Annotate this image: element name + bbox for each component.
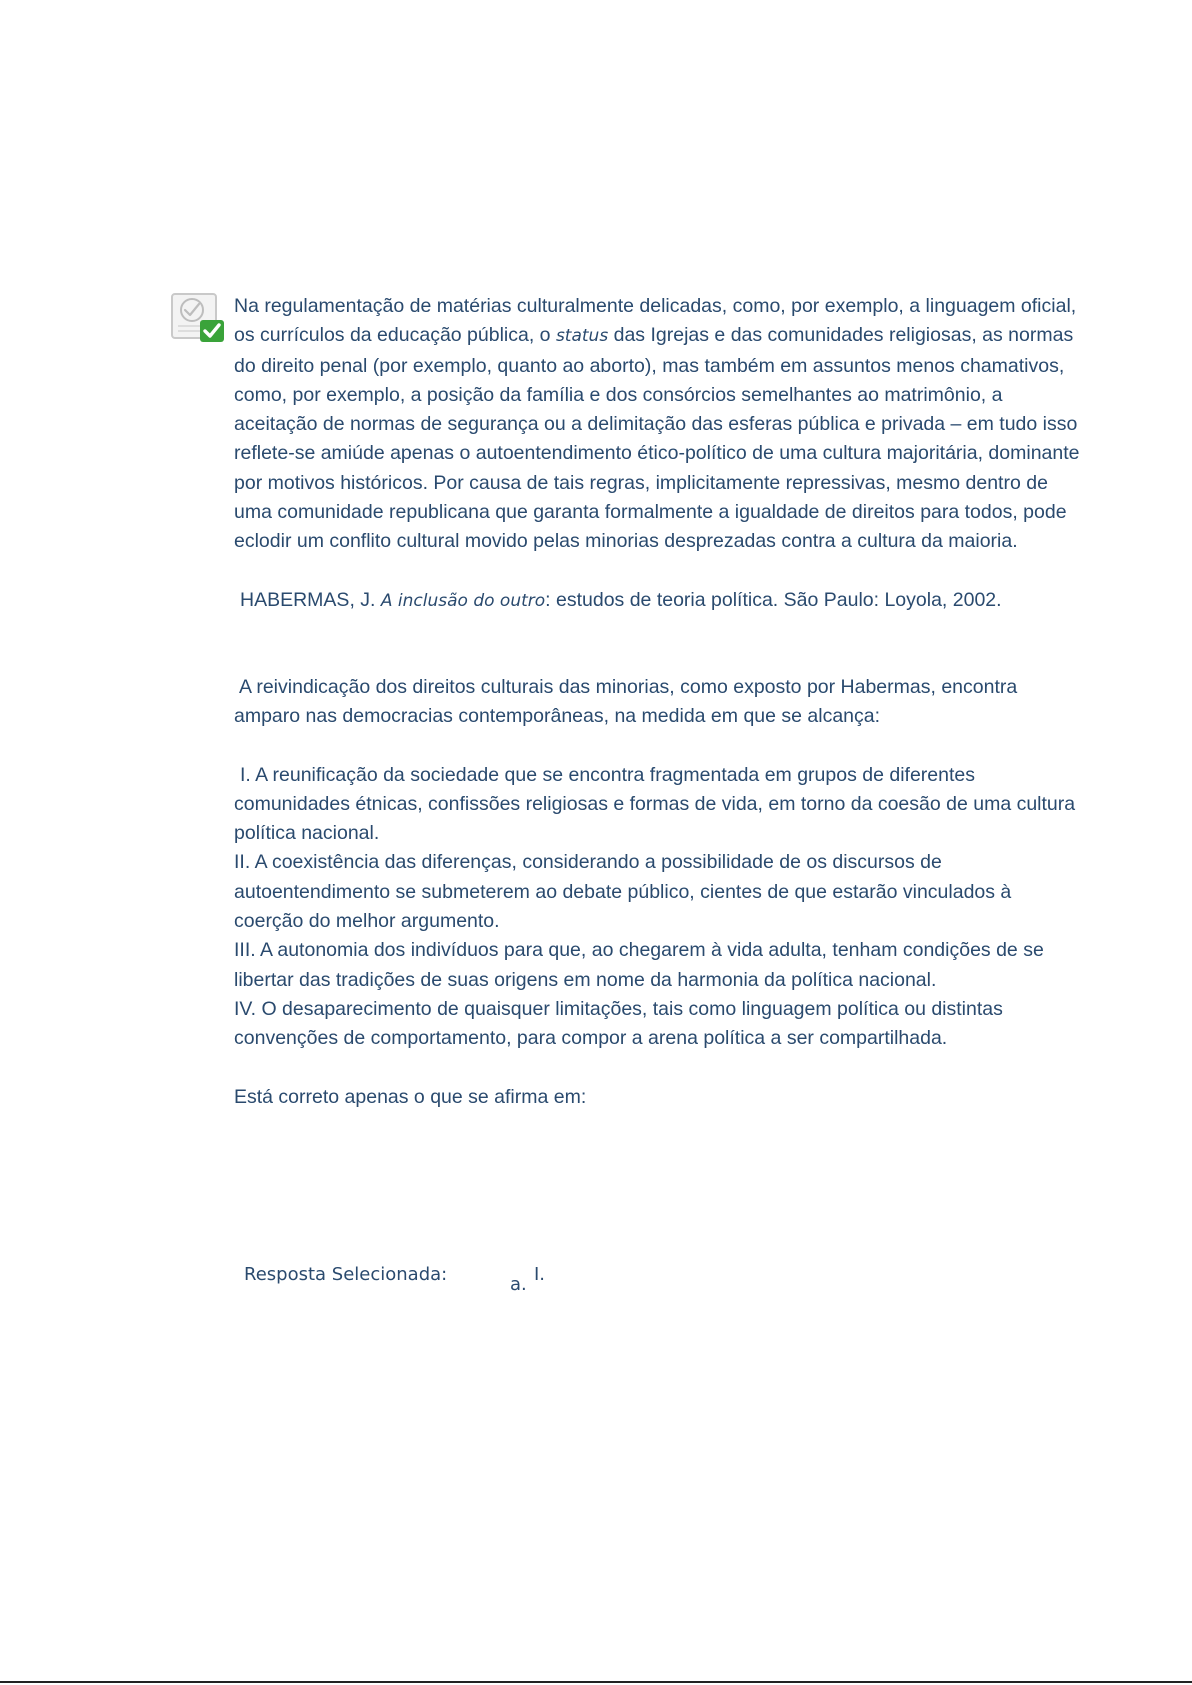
- citation-details: : estudos de teoria política. São Paulo: Loyola, 2002.: [545, 588, 1002, 611]
- selected-answer-value: I.: [534, 1264, 546, 1285]
- passage-italic-term: status: [555, 326, 609, 347]
- statement-iii: III. A autonomia dos indivíduos para que, ao chegarem à vida adulta, tenham condições de se libertar das tradições de suas origens em nome da harmonia da política nacional.: [234, 939, 1044, 991]
- selected-answer-label: Resposta Selecionada:: [244, 1264, 448, 1285]
- selected-answer-letter: a.: [510, 1274, 527, 1295]
- question-prompt: A reivindicação dos direitos culturais das minorias, como exposto por Habermas, encontra amparo nas democracias contemporâneas, na medida em que se alcança:: [234, 675, 1018, 728]
- statements-list: [234, 761, 1084, 1054]
- page-bottom-divider: [0, 1681, 1192, 1683]
- question-closing: Está correto apenas o que se afirma em:: [234, 1085, 587, 1108]
- passage-text-1: Na regulamentação de matérias culturalmente delicadas, como, por exemplo, a linguagem oficial, os currículos da educação pública, o: [234, 295, 1077, 347]
- selected-answer: [244, 1264, 744, 1304]
- question-text: [234, 292, 1084, 1112]
- passage-text-2: das Igrejas e das comunidades religiosas, as normas do direito penal (por exemplo, quanto ao aborto), mas também em assuntos menos chamativos, como, por exemplo, a posição da família e dos consórcios semelhantes ao matrimônio, a aceitação de normas de segurança ou a delimitação das esferas pública e privada – em tudo isso reflete-se amiúde apenas o autoentendimento ético-político de uma cultura majoritária, dominante por motivos históricos. Por causa de tais regras, implicitamente repressivas, mesmo dentro de uma comunidade republicana que garanta formalmente a igualdade de direitos para todos, pode eclodir um conflito cultural movido pelas minorias desprezadas contra a cultura da maioria.: [234, 324, 1080, 553]
- question-citation: [234, 586, 1084, 616]
- question-passage: [234, 292, 1084, 557]
- statement-ii: II. A coexistência das diferenças, considerando a possibilidade de os discursos de autoentendimento se submeterem ao debate público, cientes de que estarão vinculados à coerção do melhor argumento.: [234, 851, 1012, 933]
- citation-book-title: A inclusão do outro: [380, 590, 546, 611]
- graded-correct-check-icon: [170, 290, 228, 348]
- citation-author: HABERMAS, J.: [240, 588, 381, 611]
- statement-i: I. A reunificação da sociedade que se encontra fragmentada em grupos de diferentes comunidades étnicas, confissões religiosas e formas de vida, em torno da coesão de uma cultura política nacional.: [234, 763, 1076, 845]
- statement-iv: IV. O desaparecimento de quaisquer limitações, tais como linguagem política ou distintas convenções de comportamento, para compor a arena política a ser compartilhada.: [234, 997, 1003, 1050]
